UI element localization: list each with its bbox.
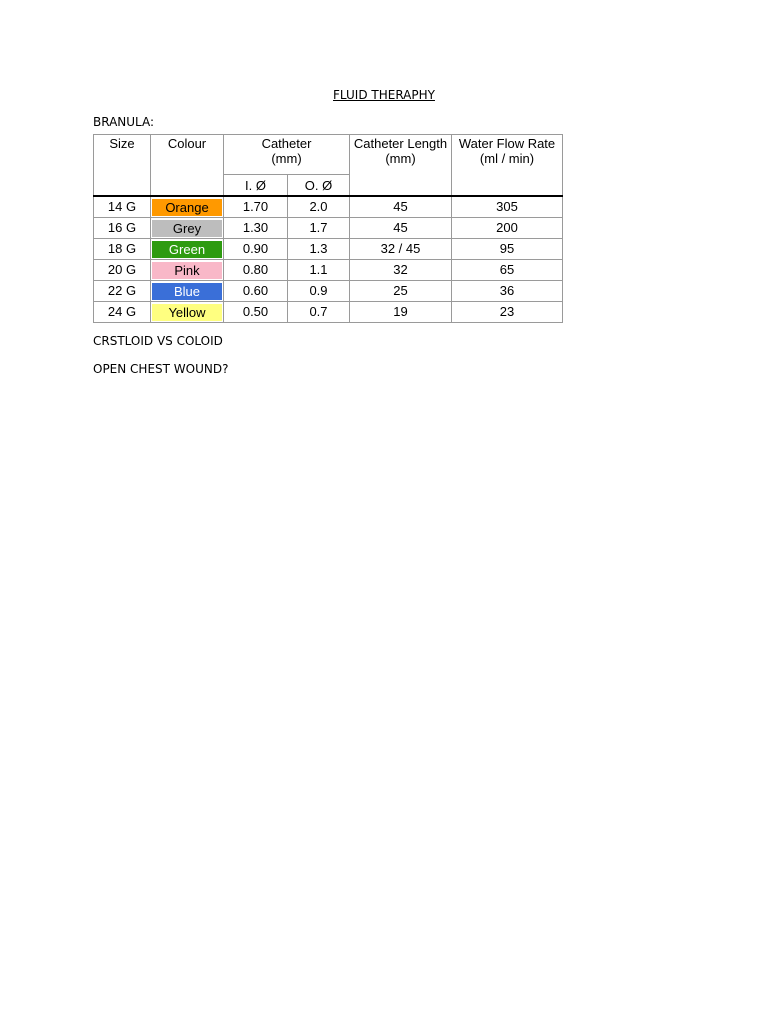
cell-length: 25 [350,281,452,302]
page-title: FLUID THERAPHY [333,88,435,102]
colour-swatch: Pink [152,262,222,279]
cell-size: 18 G [94,239,151,260]
colour-swatch: Orange [152,199,222,216]
cell-flow-rate: 95 [452,239,563,260]
table-row [94,281,563,302]
crystalloid-heading: CRSTLOID VS COLOID [93,334,223,348]
header-flow [452,135,563,197]
cell-outer-diameter: 1.1 [288,260,350,281]
table-body [94,196,563,323]
header-inner-diameter: I. Ø [224,175,288,197]
cell-outer-diameter: 0.9 [288,281,350,302]
cell-inner-diameter: 1.30 [224,218,288,239]
chest-wound-heading: OPEN CHEST WOUND? [93,362,229,376]
branula-heading: BRANULA: [93,115,155,129]
table-row [94,218,563,239]
cell-size: 16 G [94,218,151,239]
header-flow-label: Water Flow Rate [458,136,556,151]
cell-outer-diameter: 1.7 [288,218,350,239]
cell-colour [151,239,224,260]
cell-length: 32 [350,260,452,281]
cell-inner-diameter: 0.80 [224,260,288,281]
colour-swatch: Grey [152,220,222,237]
cell-inner-diameter: 1.70 [224,196,288,218]
cell-colour [151,196,224,218]
cell-outer-diameter: 0.7 [288,302,350,323]
table-row [94,302,563,323]
cell-inner-diameter: 0.60 [224,281,288,302]
cell-inner-diameter: 0.90 [224,239,288,260]
cell-flow-rate: 305 [452,196,563,218]
cell-length: 45 [350,196,452,218]
cell-outer-diameter: 1.3 [288,239,350,260]
cell-colour [151,281,224,302]
cell-colour [151,260,224,281]
cell-length: 45 [350,218,452,239]
cell-length: 19 [350,302,452,323]
header-catheter-unit: (mm) [271,151,302,166]
colour-swatch: Green [152,241,222,258]
colour-swatch: Yellow [152,304,222,321]
cell-colour [151,302,224,323]
cell-size: 22 G [94,281,151,302]
cell-size: 14 G [94,196,151,218]
cell-flow-rate: 65 [452,260,563,281]
cell-inner-diameter: 0.50 [224,302,288,323]
table-row [94,196,563,218]
branula-table [93,134,563,323]
cell-flow-rate: 200 [452,218,563,239]
cell-size: 24 G [94,302,151,323]
cell-length: 32 / 45 [350,239,452,260]
header-size: Size [94,135,151,197]
cell-flow-rate: 23 [452,302,563,323]
cell-colour [151,218,224,239]
cell-size: 20 G [94,260,151,281]
header-length-label: Catheter Length [353,136,448,151]
header-outer-diameter: O. Ø [288,175,350,197]
cell-outer-diameter: 2.0 [288,196,350,218]
header-catheter [224,135,350,175]
cell-flow-rate: 36 [452,281,563,302]
header-colour: Colour [151,135,224,197]
table-row [94,260,563,281]
header-flow-unit: (ml / min) [479,151,535,166]
header-length [350,135,452,197]
table-row [94,239,563,260]
header-catheter-label: Catheter [261,136,312,151]
colour-swatch: Blue [152,283,222,300]
header-length-unit: (mm) [385,151,416,166]
